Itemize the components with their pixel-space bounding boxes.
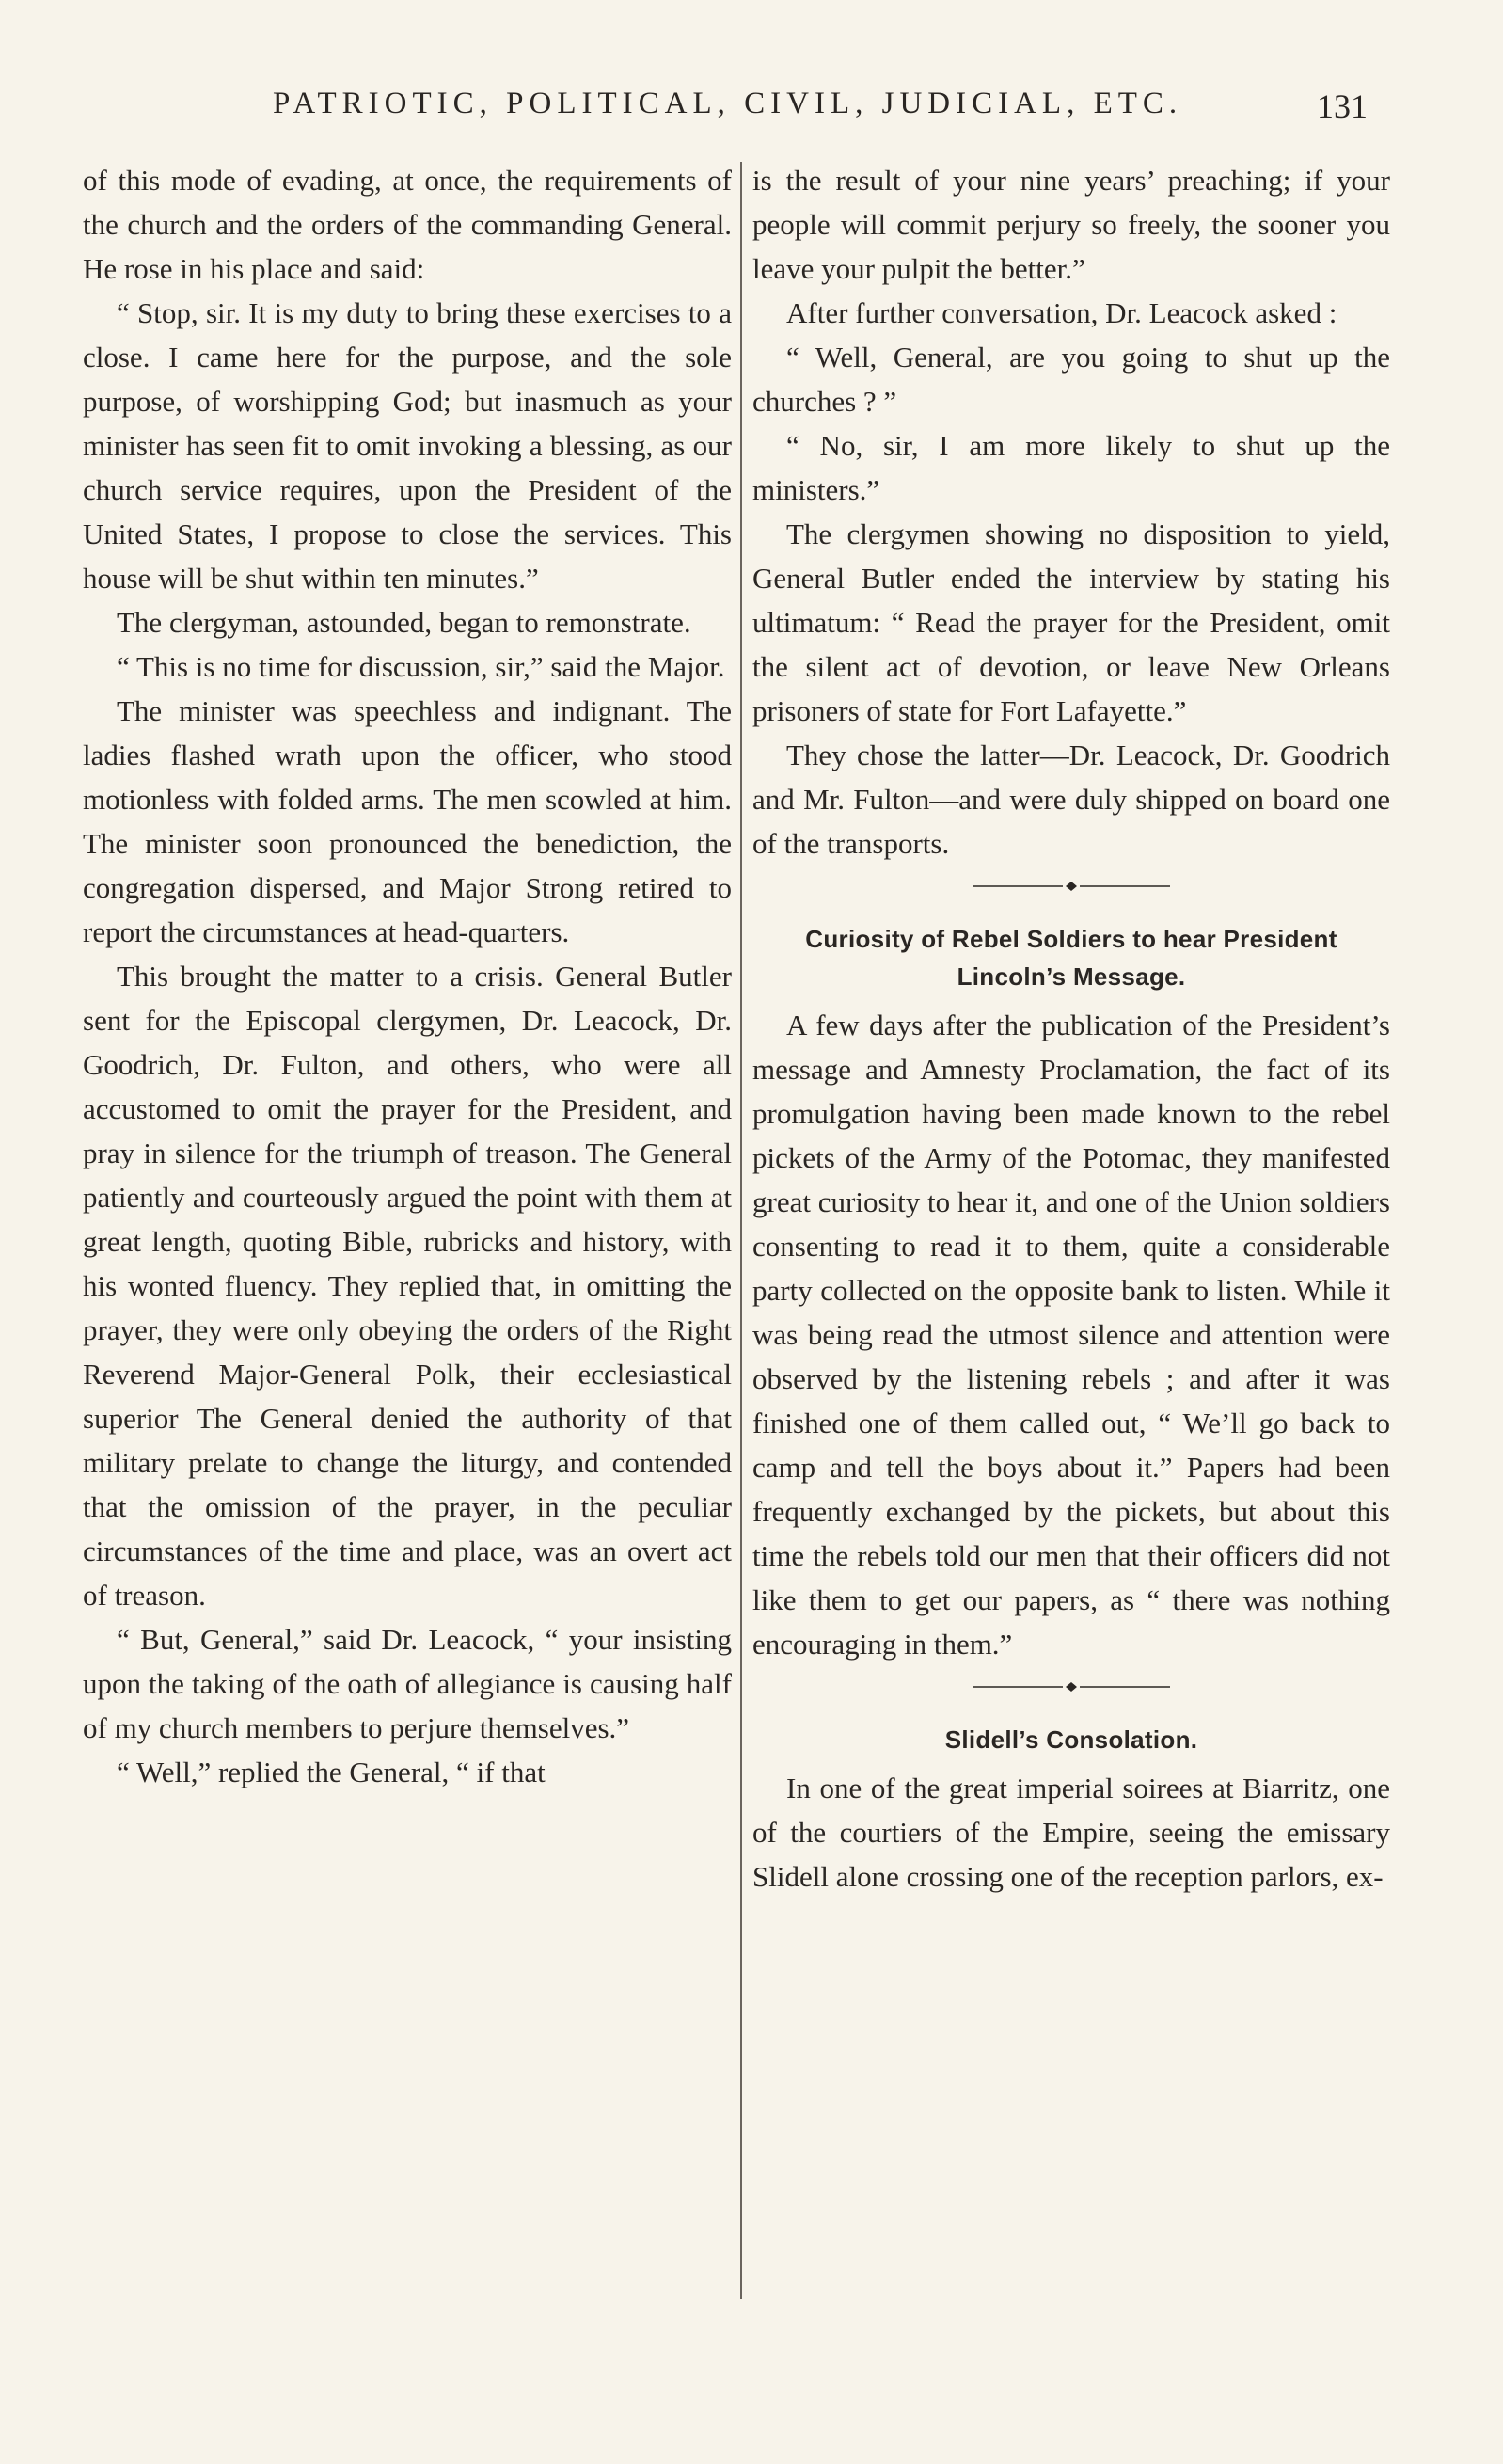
paragraph: “ Stop, sir. It is my duty to bring these exercises to a close. I came here for the purpose, and the sole purpose, of worshipping God; but inasmuch as your minister has seen fit to omit invoking a blessing, as our church service requires, upon the President of the United States, I propose to close the services. This house will be shut within ten minutes.” [83, 296, 732, 595]
paragraph: “ But, General,” said Dr. Leacock, “ your insisting upon the taking of the oath of allegiance is causing half of my church members to perjure themselves.” [83, 1623, 732, 1744]
divider-diamond-icon [973, 1680, 1170, 1693]
paragraph: The minister was speechless and indignant. The ladies flashed wrath upon the officer, who stood motionless with folded arms. The men scowled at him. The minister soon pronounced the benediction, the congregation dispersed, and Major Strong retired to report the circumstances at head-quarters. [83, 694, 732, 948]
column-rule [740, 162, 742, 2299]
page-number: 131 [1317, 87, 1368, 125]
paragraph: “ This is no time for discussion, sir,” said the Major. [117, 650, 725, 683]
paragraph: “ Well, General, are you going to shut up the churches ? ” [752, 341, 1390, 418]
paragraph: is the result of your nine years’ preaching; if your people will commit perjury so freely, the sooner you leave your pulpit the better.” [752, 164, 1390, 285]
paragraph: They chose the latter—Dr. Leacock, Dr. Goodrich and Mr. Fulton—and were duly shipped on board one of the transports. [752, 739, 1390, 860]
section-divider-ornament [752, 1666, 1390, 1708]
paragraph: After further conversation, Dr. Leacock asked : [786, 296, 1337, 329]
paragraph: of this mode of evading, at once, the requirements of the church and the orders of the commanding General. He rose in his place and said: [83, 164, 732, 285]
section-divider-ornament [752, 866, 1390, 907]
right-column [752, 158, 1390, 2313]
paragraph: The clergyman, astounded, began to remonstrate. [117, 606, 691, 639]
paragraph: In one of the great imperial soirees at Biarritz, one of the courtiers of the Empire, seeing the emissary Slidell alone crossing one of the reception parlors, ex- [752, 1772, 1390, 1893]
section-heading-slidell: Slidell’s Consolation. [944, 1725, 1198, 1754]
section-heading-curiosity: Curiosity of Rebel Soldiers to hear President Lincoln’s Message. [805, 925, 1337, 991]
paragraph: The clergymen showing no disposition to yield, General Butler ended the interview by stating his ultimatum: “ Read the prayer for the President, omit the silent act of devotion, or leave New Orleans prisoners of state for Fort Lafayette.” [752, 517, 1390, 727]
paragraph: “ No, sir, I am more likely to shut up the ministers.” [752, 429, 1390, 506]
paragraph: A few days after the publication of the President’s message and Amnesty Proclamation, the fact of its promulgation having been made known to the rebel pickets of the Army of the Potomac, they manifested great curiosity to hear it, and one of the Union soldiers consenting to read it to them, quite a considerable party collected on the opposite bank to listen. While it was being read the utmost silence and attention were observed by the listening rebels ; and after it was finished one of them called out, “ We’ll go back to camp and tell the boys about it.” Papers had been frequently exchanged by the pickets, but about this time the rebels told our men that their officers did not like them to get our papers, as “ there was nothing encouraging in them.” [752, 1009, 1390, 1661]
paragraph: “ Well,” replied the General, “ if that [117, 1756, 546, 1788]
paragraph: This brought the matter to a crisis. General Butler sent for the Episcopal clergymen, Dr. Leacock, Dr. Goodrich, Dr. Fulton, and others, who were all accustomed to omit the prayer for the President, and pray in silence for the triumph of treason. The General patiently and courteously argued the point with them at great length, quoting Bible, rubricks and history, with his wonted fluency. They replied that, in omitting the prayer, they were only obeying the orders of the Right Reverend Major-General Polk, their ecclesiastical superior The General denied the authority of that military prelate to change the liturgy, and contended that the omission of the prayer, in the peculiar circumstances of the time and place, was an overt act of treason. [83, 960, 732, 1612]
left-column [83, 158, 732, 2313]
divider-diamond-icon [973, 880, 1170, 893]
running-head [75, 87, 1392, 143]
running-head-title: PATRIOTIC, POLITICAL, CIVIL, JUDICIAL, ETC. [273, 87, 1183, 120]
